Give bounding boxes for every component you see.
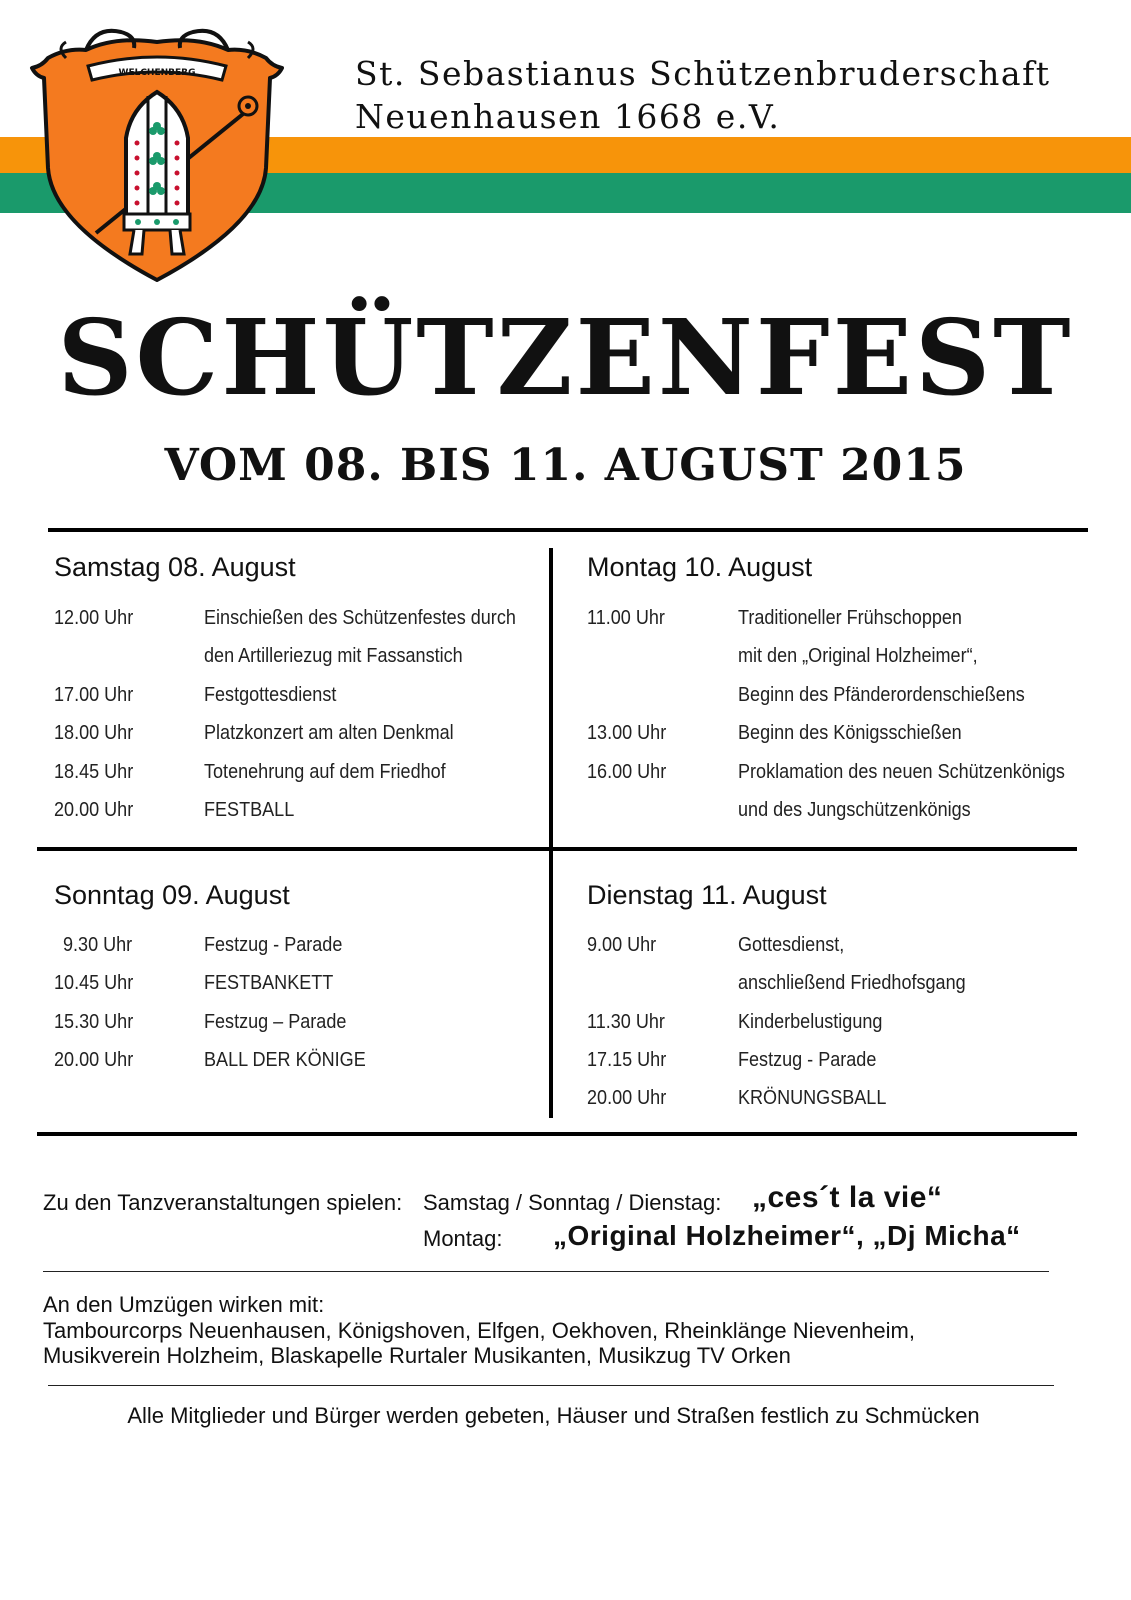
event-time: 18.45 Uhr: [54, 760, 134, 783]
event-description: BALL DER KÖNIGE: [204, 1048, 366, 1071]
event-time: 20.00 Uhr: [54, 798, 134, 821]
event-description: anschließend Friedhofsgang: [738, 971, 966, 994]
event-time: 13.00 Uhr: [587, 721, 667, 744]
event-description: Einschießen des Schützenfestes durch: [204, 606, 516, 629]
event-time: 20.00 Uhr: [587, 1086, 667, 1109]
event-description: Festzug - Parade: [204, 933, 343, 956]
event-description: und des Jungschützenkönigs: [738, 798, 971, 821]
day-title: Sonntag 09. August: [54, 880, 290, 910]
day-title: Dienstag 11. August: [587, 880, 827, 910]
music-row1-days: Samstag / Sonntag / Dienstag:: [423, 1190, 722, 1215]
event-description: Beginn des Königsschießen: [738, 721, 962, 744]
event-time: 10.45 Uhr: [54, 971, 134, 994]
event-description: Festzug – Parade: [204, 1010, 347, 1033]
crest-banner-text: WELCHENBERG: [118, 68, 196, 78]
organization-name-line1: St. Sebastianus Schützenbruderschaft: [355, 54, 1051, 93]
event-time: 11.30 Uhr: [587, 1010, 665, 1033]
parade-line2: Musikverein Holzheim, Blaskapelle Rurtaler Musikanten, Musikzug TV Orken: [43, 1343, 791, 1368]
schedule-column-divider: [549, 548, 553, 1118]
footer-note: Alle Mitglieder und Bürger werden gebeten, Häuser und Straßen festlich zu Schmücken: [127, 1403, 980, 1428]
event-description: Traditioneller Frühschoppen: [738, 606, 962, 629]
event-time: 11.00 Uhr: [587, 606, 665, 629]
event-time: 17.00 Uhr: [54, 683, 134, 706]
event-time: 12.00 Uhr: [54, 606, 134, 629]
sub-title: VOM 08. BIS 11. AUGUST 2015: [164, 440, 967, 491]
schedule-bottom-rule: [37, 1132, 1077, 1136]
event-time: 9.30 Uhr: [63, 933, 133, 956]
music-row1-band: „ces´t la vie“: [752, 1181, 943, 1214]
event-description: Proklamation des neuen Schützenkönigs: [738, 760, 1065, 783]
organization-name: [355, 52, 1051, 138]
event-time: 15.30 Uhr: [54, 1010, 134, 1033]
main-title: SCHÜTZENFEST: [57, 296, 1074, 419]
music-intro: Zu den Tanzveranstaltungen spielen:: [43, 1190, 403, 1215]
parade-separator: [48, 1385, 1054, 1386]
schedule-middle-rule: [37, 847, 1077, 851]
event-description: Platzkonzert am alten Denkmal: [204, 721, 454, 744]
event-description: Gottesdienst,: [738, 933, 845, 956]
event-description: Totenehrung auf dem Friedhof: [204, 760, 446, 783]
event-description: den Artilleriezug mit Fassanstich: [204, 644, 463, 667]
event-description: mit den „Original Holzheimer“,: [738, 644, 978, 667]
event-description: Beginn des Pfänderordenschießens: [738, 683, 1025, 706]
day-title: Samstag 08. August: [54, 552, 296, 582]
event-time: 18.00 Uhr: [54, 721, 134, 744]
event-time: 9.00 Uhr: [587, 933, 657, 956]
event-description: Kinderbelustigung: [738, 1010, 883, 1033]
parade-intro: An den Umzügen wirken mit:: [43, 1292, 325, 1317]
organization-name-line2: Neuenhausen 1668 e.V.: [355, 97, 781, 136]
event-description: FESTBANKETT: [204, 971, 334, 994]
event-description: FESTBALL: [204, 798, 295, 821]
music-separator: [43, 1271, 1049, 1272]
schedule-top-rule: [48, 528, 1088, 532]
event-description: KRÖNUNGSBALL: [738, 1086, 887, 1109]
event-time: 20.00 Uhr: [54, 1048, 134, 1071]
day-title: Montag 10. August: [587, 552, 813, 582]
music-row2-band: „Original Holzheimer“, „Dj Micha“: [553, 1220, 1021, 1251]
parade-line1: Tambourcorps Neuenhausen, Königshoven, Elfgen, Oekhoven, Rheinklänge Nievenheim,: [43, 1318, 915, 1343]
event-description: Festzug - Parade: [738, 1048, 877, 1071]
event-time: 16.00 Uhr: [587, 760, 667, 783]
event-time: 17.15 Uhr: [587, 1048, 667, 1071]
music-row2-day: Montag:: [423, 1226, 503, 1251]
event-description: Festgottesdienst: [204, 683, 337, 706]
crest-logo: [26, 18, 288, 290]
